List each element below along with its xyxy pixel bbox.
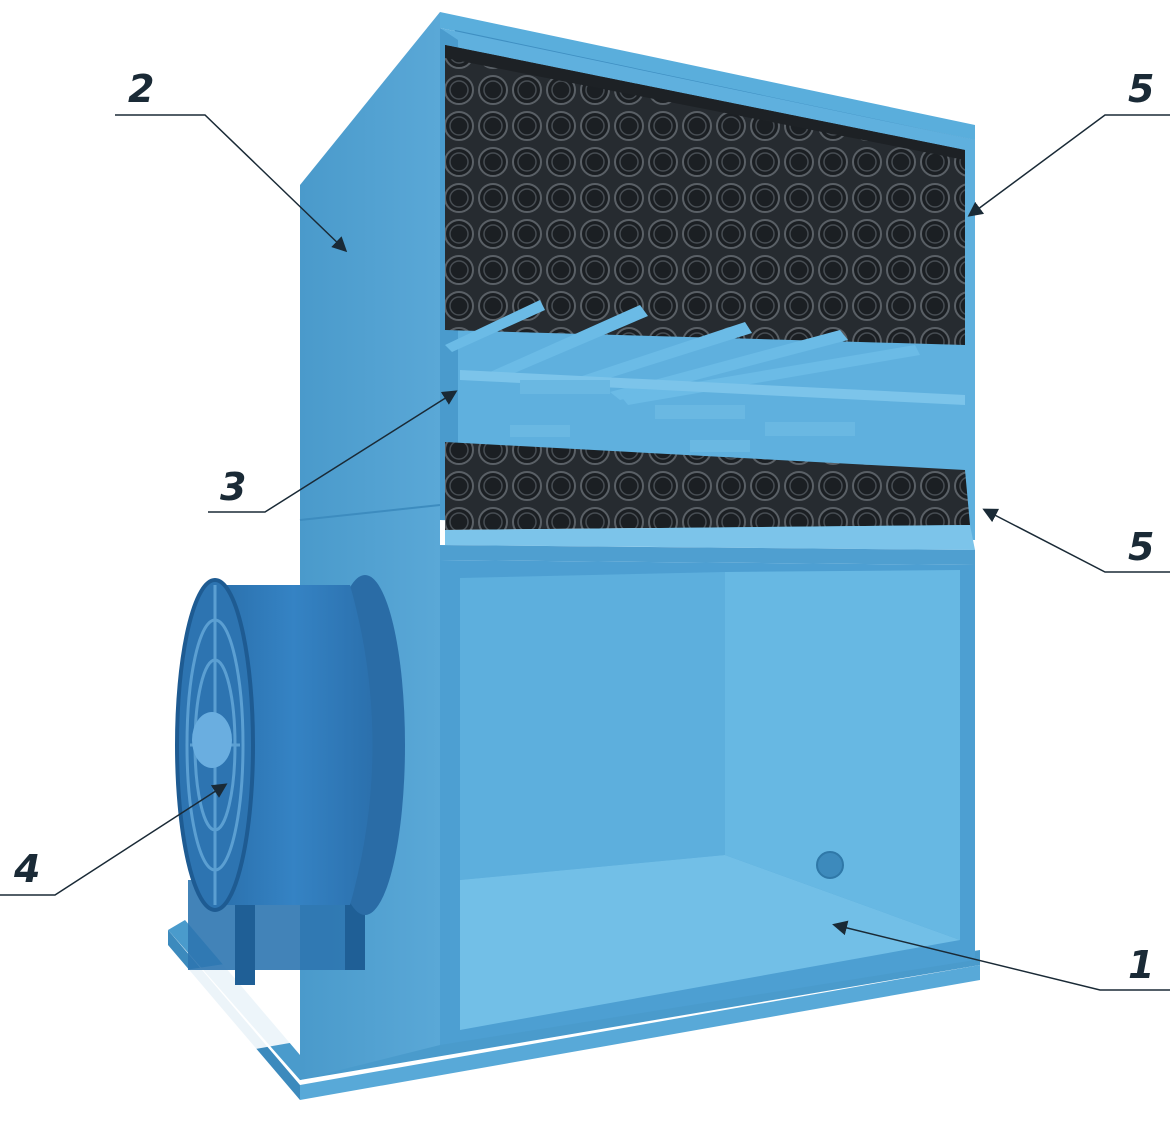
callout-4: 4 [14,847,41,891]
callout-1: 1 [1128,943,1155,987]
callout-5-top: 5 [1128,67,1155,111]
port-icon [817,852,843,878]
callout-2: 2 [128,67,155,111]
callout-3: 3 [220,465,247,509]
lower-chamber [440,560,975,1045]
callout-5-bottom: 5 [1128,525,1155,569]
